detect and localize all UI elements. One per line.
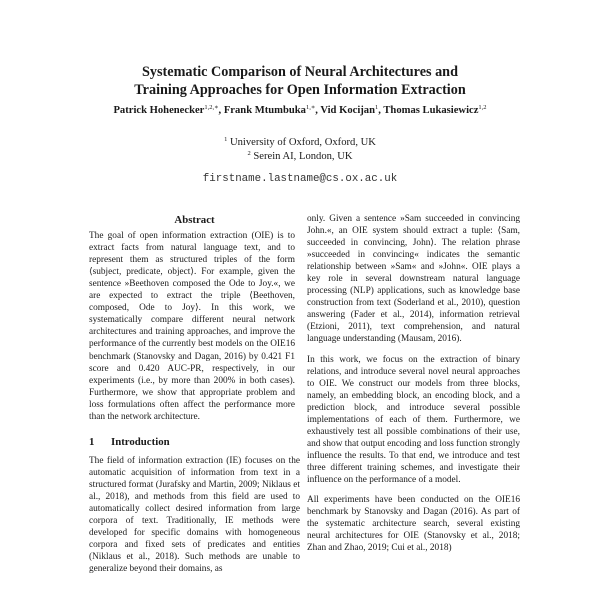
author-affil: 1 xyxy=(375,104,379,111)
author-list: Patrick Hohenecker$^{1,2,∗}$, Frank Mtumbuka$^{1,∗}$, Vid Kocijan$^1$, Thomas Lukasiewicz$^{1,2}$ xyxy=(113,104,487,116)
body-paragraph: All experiments have been conducted on the OIE16 benchmark by Stanovsky and Dagan (2016). As part of the systematic architecture search, several existing neural architectures for OIE (Stanovsky et al., 2018; Zhan and Zhao, 2019; Cui et al., 2018) xyxy=(307,495,520,554)
right-column xyxy=(307,213,520,554)
affiliation-marker: 2 xyxy=(247,150,251,157)
intro-paragraph: The field of information extraction (IE) focuses on the automatic acquisition of information from text in a structured format (Jurafsky and Martin, 2009; Niklaus et al., 2018), and methods from this field are used to automatically collect desired information from large corpora of text. Traditionally, IE methods were developed for specific domains with homogeneous corpora and fixed sets of predicates and entities (Niklaus et al., 2018). Such methods are unable to generalize beyond their domains, as xyxy=(89,455,300,575)
paper-title xyxy=(0,63,600,99)
section-title: Introduction xyxy=(111,435,170,448)
affiliation-text: Serein AI, London, UK xyxy=(253,151,353,162)
body-paragraph: In this work, we focus on the extraction of binary relations, and introduce several novel neural approaches to OIE. We construct our models from three blocks, namely, an embedding block, an encoding block, and a prediction block, and introduce several possible implementations of each of them. Furthermore, we exhaustively test all possible combinations of their use, and show that output encoding and loss function strongly influence the results. To that end, we introduce and test three different training schemes, and investigate their influence on the performance of a model. xyxy=(307,354,520,485)
author-name: Vid Kocijan xyxy=(320,105,375,116)
title-line-1: Systematic Comparison of Neural Architectures and xyxy=(142,64,458,80)
affiliation-text: University of Oxford, Oxford, UK xyxy=(229,137,376,148)
left-column xyxy=(89,214,300,575)
author-affil: 1,2 xyxy=(478,104,487,111)
body-paragraph: only. Given a sentence »Sam succeeded in convincing John.«, an OIE system should extract a tuple: ⟨Sam, succeeded in convincing, John⟩. The relation phrase »succeeded in convincing« indicates the semantic relationship between »Sam« and »John«. OIE plays a key role in several downstream natural language processing (NLP) applications, such as knowledge base construction from text (Soderland et al., 2010), question answering (Fader et al., 2014), information retrieval (Etzioni, 2011), text comprehension, and natural language understanding (Mausam, 2016). xyxy=(307,214,520,345)
title-line-2: Training Approaches for Open Information Extraction xyxy=(134,82,466,98)
author-affil: 1,∗ xyxy=(305,104,316,111)
abstract-text: The goal of open information extraction (OIE) is to extract facts from natural language text, and to represent them as structured triples of the form ⟨subject, predicate, object⟩. For example, given the sentence »Beethoven composed the Ode to Joy.«, we are expected to extract the triple ⟨Beethoven, composed, Ode to Joy⟩. In this work, we systematically compare different neural network architectures and training approaches, and improve the performance of the currently best models on the OIE16 benchmark (Stanovsky and Dagan, 2016) by 0.421 F1 score and 0.420 AUC-PR, respectively, in our experiments (i.e., by more than 200% in both cases). Furthermore, we show that appropriate problem and loss formulations often affect the performance more than the network architecture. xyxy=(89,231,295,422)
author-affil: 1,2,∗ xyxy=(204,104,219,111)
contact-email: firstname.lastname@cs.ox.ac.uk xyxy=(202,173,398,185)
affiliation-marker: 1 xyxy=(224,136,228,143)
abstract-heading: Abstract xyxy=(174,214,215,226)
section-heading xyxy=(89,436,300,448)
author-name: Patrick Hohenecker xyxy=(113,105,205,116)
author-name: Thomas Lukasiewicz xyxy=(383,105,479,116)
affiliation xyxy=(0,147,600,163)
section-number: 1 xyxy=(89,435,95,448)
author-name: Frank Mtumbuka xyxy=(223,105,306,116)
